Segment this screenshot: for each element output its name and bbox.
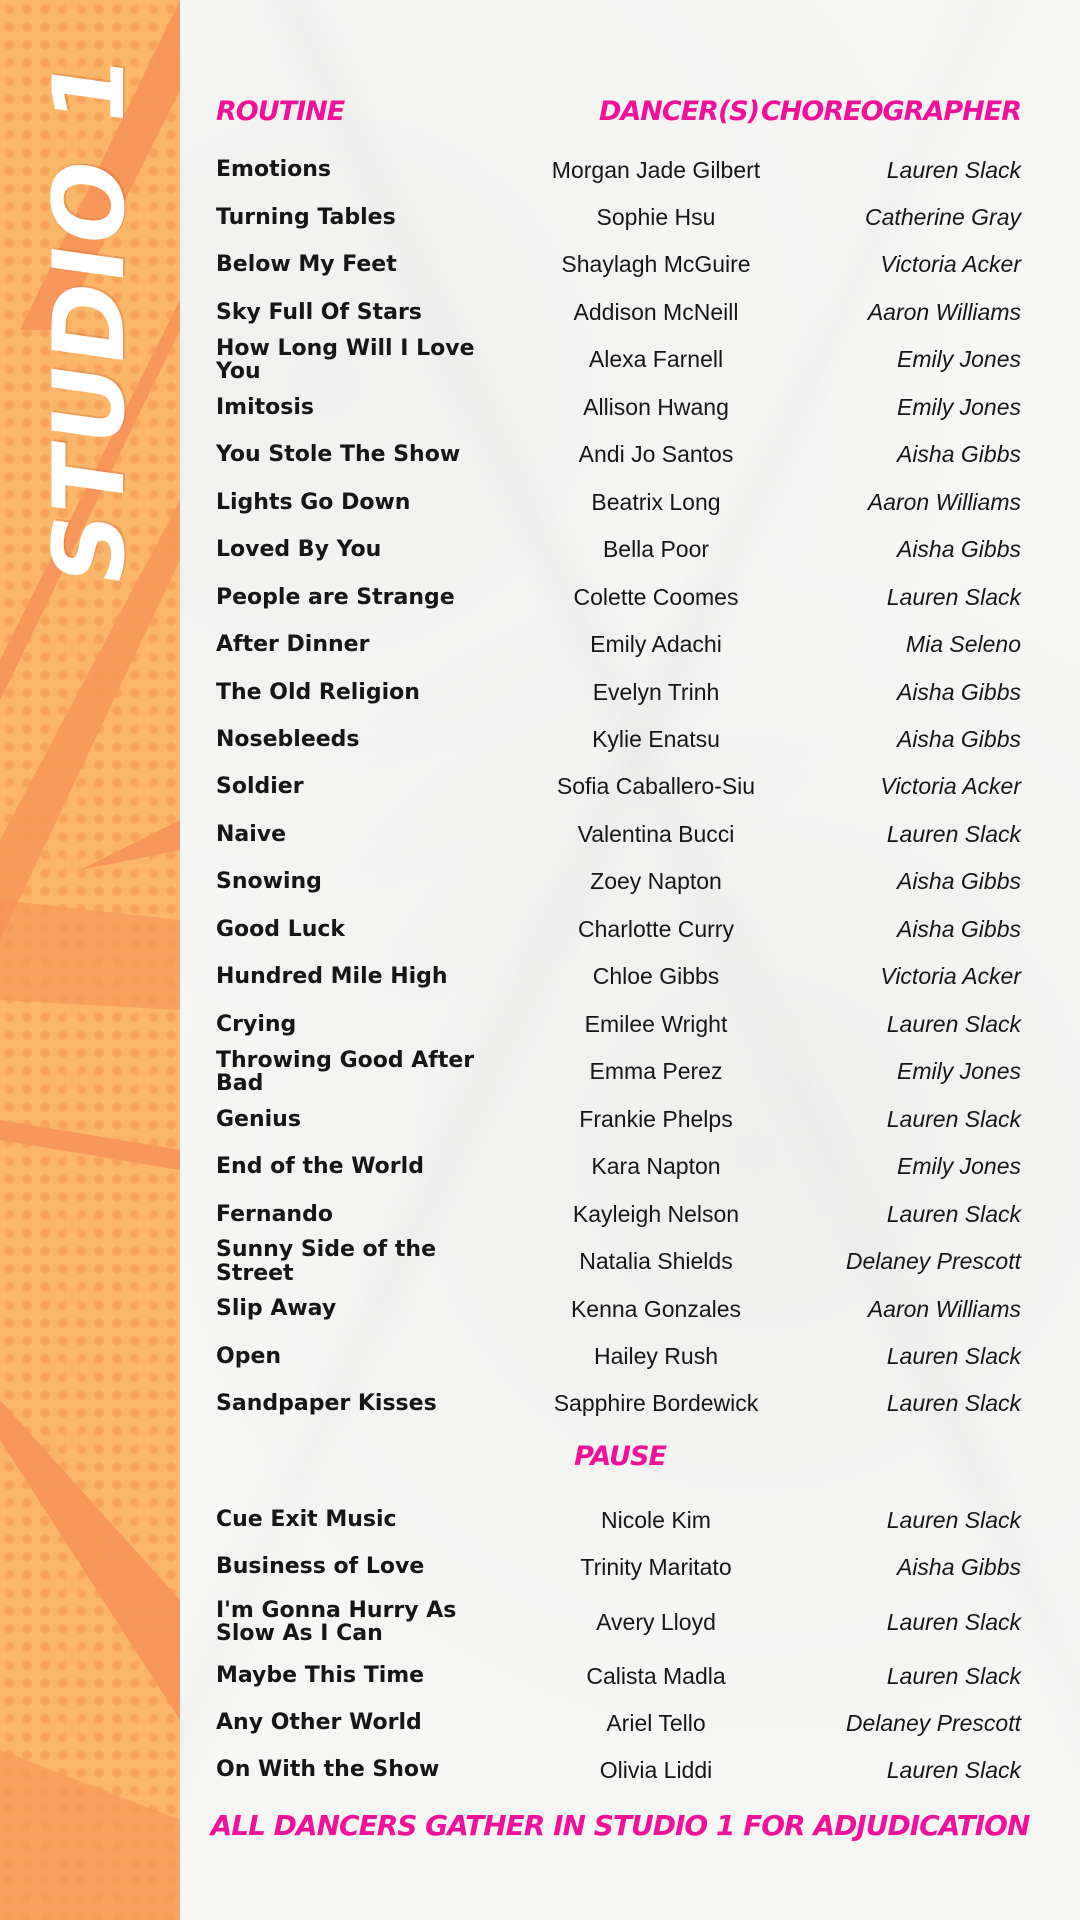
table-row (0, 148, 1080, 192)
dancer-name: Kenna Gonzales (570, 1295, 742, 1322)
routine-name: Sky Full Of Stars (216, 299, 422, 325)
dancer-name: Nicole Kim (601, 1506, 711, 1533)
table-row (0, 1545, 1080, 1589)
choreographer-name: Lauren Slack (886, 583, 1021, 610)
choreographer-name: Aaron Williams (867, 488, 1021, 515)
routine-name: Naive (216, 821, 287, 847)
routine-name: Throwing Good After Bad (216, 1047, 475, 1096)
dancer-name: Frankie Phelps (579, 1105, 733, 1132)
choreographer-name: Aisha Gibbs (896, 726, 1021, 753)
choreographer-name: Catherine Gray (865, 203, 1021, 230)
dancer-name: Emilee Wright (584, 1010, 728, 1037)
routine-name: The Old Religion (216, 679, 420, 705)
dancer-name: Kara Napton (591, 1153, 721, 1180)
choreographer-name: Emily Jones (897, 393, 1021, 420)
dancer-name: Charlotte Curry (578, 915, 734, 942)
routine-name: Slip Away (216, 1296, 337, 1322)
table-row (0, 1237, 1080, 1286)
choreographer-name: Aisha Gibbs (896, 678, 1021, 705)
routine-name: Sunny Side of the Street (216, 1237, 436, 1286)
table-row (0, 575, 1080, 619)
routine-name: Cue Exit Music (216, 1507, 397, 1533)
dancer-name: Natalia Shields (579, 1248, 733, 1275)
dancer-name: Valentina Bucci (577, 820, 735, 847)
routine-name: Open (216, 1343, 282, 1369)
dancer-name: Emily Adachi (590, 631, 722, 658)
choreographer-name: Mia Seleno (905, 631, 1021, 658)
dancer-name: Kylie Enatsu (592, 726, 720, 753)
dancer-name: Sophie Hsu (596, 203, 716, 230)
dancer-name: Olivia Liddi (599, 1756, 713, 1783)
routine-name: Nosebleeds (216, 726, 360, 752)
dancer-name: Zoey Napton (590, 868, 722, 895)
header-choreographer: CHOREOGRAPHER (760, 96, 1021, 127)
choreographer-name: Victoria Acker (880, 963, 1021, 990)
table-row (0, 1597, 1080, 1646)
routine-name: I'm Gonna Hurry As Slow As I Can (216, 1597, 457, 1646)
routine-name: End of the World (216, 1154, 424, 1180)
routine-name: Good Luck (216, 916, 346, 942)
table-row (0, 670, 1080, 714)
pause-label: PAUSE (574, 1441, 666, 1472)
dancer-name: Addison McNeill (573, 298, 739, 325)
dancer-name: Alexa Farnell (588, 346, 724, 373)
choreographer-name: Emily Jones (897, 1153, 1021, 1180)
routine-name: After Dinner (216, 632, 370, 658)
dancer-name: Allison Hwang (583, 393, 729, 420)
choreographer-name: Lauren Slack (886, 1105, 1021, 1132)
routine-name: Sandpaper Kisses (216, 1391, 437, 1417)
table-row (0, 1382, 1080, 1426)
choreographer-name: Lauren Slack (886, 1608, 1021, 1635)
choreographer-name: Emily Jones (897, 1058, 1021, 1085)
choreographer-name: Lauren Slack (886, 1200, 1021, 1227)
dancer-name: Hailey Rush (594, 1343, 718, 1369)
dancer-name: Andi Jo Santos (578, 441, 734, 468)
table-row (0, 1145, 1080, 1189)
dancer-name: Beatrix Long (591, 488, 721, 515)
dancer-name: Avery Lloyd (596, 1608, 716, 1635)
choreographer-name: Lauren Slack (886, 156, 1021, 183)
table-row (0, 860, 1080, 904)
dancer-name: Kayleigh Nelson (572, 1200, 740, 1227)
table-row (0, 528, 1080, 572)
routine-name: Any Other World (216, 1710, 422, 1736)
choreographer-name: Victoria Acker (880, 773, 1021, 800)
choreographer-name: Delaney Prescott (845, 1248, 1021, 1275)
table-row (0, 335, 1080, 384)
routine-name: Lights Go Down (216, 489, 411, 515)
routine-name: Hundred Mile High (216, 964, 448, 990)
dancer-name: Ariel Tello (606, 1709, 706, 1736)
choreographer-name: Emily Jones (897, 346, 1021, 373)
table-row (0, 1335, 1080, 1379)
choreographer-name: Lauren Slack (886, 1756, 1021, 1783)
dancer-name: Trinity Maritato (580, 1553, 732, 1580)
dancer-name: Morgan Jade Gilbert (551, 156, 761, 183)
table-row (0, 1701, 1080, 1745)
choreographer-name: Aisha Gibbs (896, 915, 1021, 942)
dancer-name: Shaylagh McGuire (561, 251, 751, 278)
dancer-name: Bella Poor (602, 536, 710, 563)
choreographer-name: Lauren Slack (886, 1010, 1021, 1037)
table-row (0, 1498, 1080, 1542)
table-row (0, 718, 1080, 762)
table-row (0, 195, 1080, 239)
choreographer-name: Aisha Gibbs (896, 441, 1021, 468)
table-row (0, 623, 1080, 667)
table-row (0, 480, 1080, 524)
choreographer-name: Aaron Williams (867, 1295, 1021, 1322)
routine-name: How Long Will I Love You (216, 335, 475, 384)
choreographer-name: Delaney Prescott (845, 1709, 1021, 1736)
routine-name: Loved By You (216, 537, 382, 563)
table-row (0, 433, 1080, 477)
table-row (0, 1654, 1080, 1698)
routine-name: You Stole The Show (216, 442, 461, 468)
header-routine: ROUTINE (216, 96, 345, 127)
choreographer-name: Aaron Williams (867, 298, 1021, 325)
dancer-name: Colette Coomes (573, 583, 739, 610)
choreographer-name: Lauren Slack (886, 1343, 1021, 1369)
table-row (0, 385, 1080, 429)
routine-name: Fernando (216, 1201, 333, 1227)
table-row (0, 907, 1080, 951)
table-row (0, 812, 1080, 856)
table-row (0, 955, 1080, 999)
routine-name: Below My Feet (216, 252, 397, 278)
routine-name: Emotions (216, 157, 331, 183)
dancer-name: Calista Madla (586, 1662, 726, 1689)
routine-name: Imitosis (216, 394, 315, 420)
studio-title: STUDIO 1 (33, 47, 147, 593)
choreographer-name: Aisha Gibbs (896, 868, 1021, 895)
table-row (0, 1748, 1080, 1792)
table-row (0, 765, 1080, 809)
table-row (0, 243, 1080, 287)
choreographer-name: Lauren Slack (886, 1662, 1021, 1689)
choreographer-name: Victoria Acker (880, 251, 1021, 278)
choreographer-name: Aisha Gibbs (896, 1553, 1021, 1580)
dancer-name: Emma Perez (589, 1058, 723, 1085)
choreographer-name: Lauren Slack (886, 1390, 1021, 1417)
choreographer-name: Lauren Slack (886, 1506, 1021, 1533)
routine-name: Genius (216, 1106, 301, 1132)
table-row (0, 1097, 1080, 1141)
table-row (0, 1192, 1080, 1236)
routine-name: Soldier (216, 774, 304, 800)
routine-name: Snowing (216, 869, 322, 895)
dancer-name: Chloe Gibbs (592, 963, 720, 990)
routine-name: Maybe This Time (216, 1663, 425, 1689)
routine-name: Crying (216, 1011, 297, 1037)
dancer-name: Sofia Caballero-Siu (556, 773, 756, 800)
routine-name: On With the Show (216, 1757, 440, 1783)
routine-name: Business of Love (216, 1554, 425, 1580)
choreographer-name: Lauren Slack (886, 820, 1021, 847)
routine-name: Turning Tables (216, 204, 396, 230)
table-row (0, 1047, 1080, 1096)
table-row (0, 1002, 1080, 1046)
dancer-name: Sapphire Bordewick (553, 1390, 759, 1417)
choreographer-name: Aisha Gibbs (896, 536, 1021, 563)
dancer-name: Evelyn Trinh (592, 678, 720, 705)
routine-name: People are Strange (216, 584, 455, 610)
footer-note: ALL DANCERS GATHER IN STUDIO 1 FOR ADJUDICATION (210, 1809, 1030, 1842)
header-dancers: DANCER(S) (599, 96, 760, 127)
table-row (0, 290, 1080, 334)
table-row (0, 1287, 1080, 1331)
